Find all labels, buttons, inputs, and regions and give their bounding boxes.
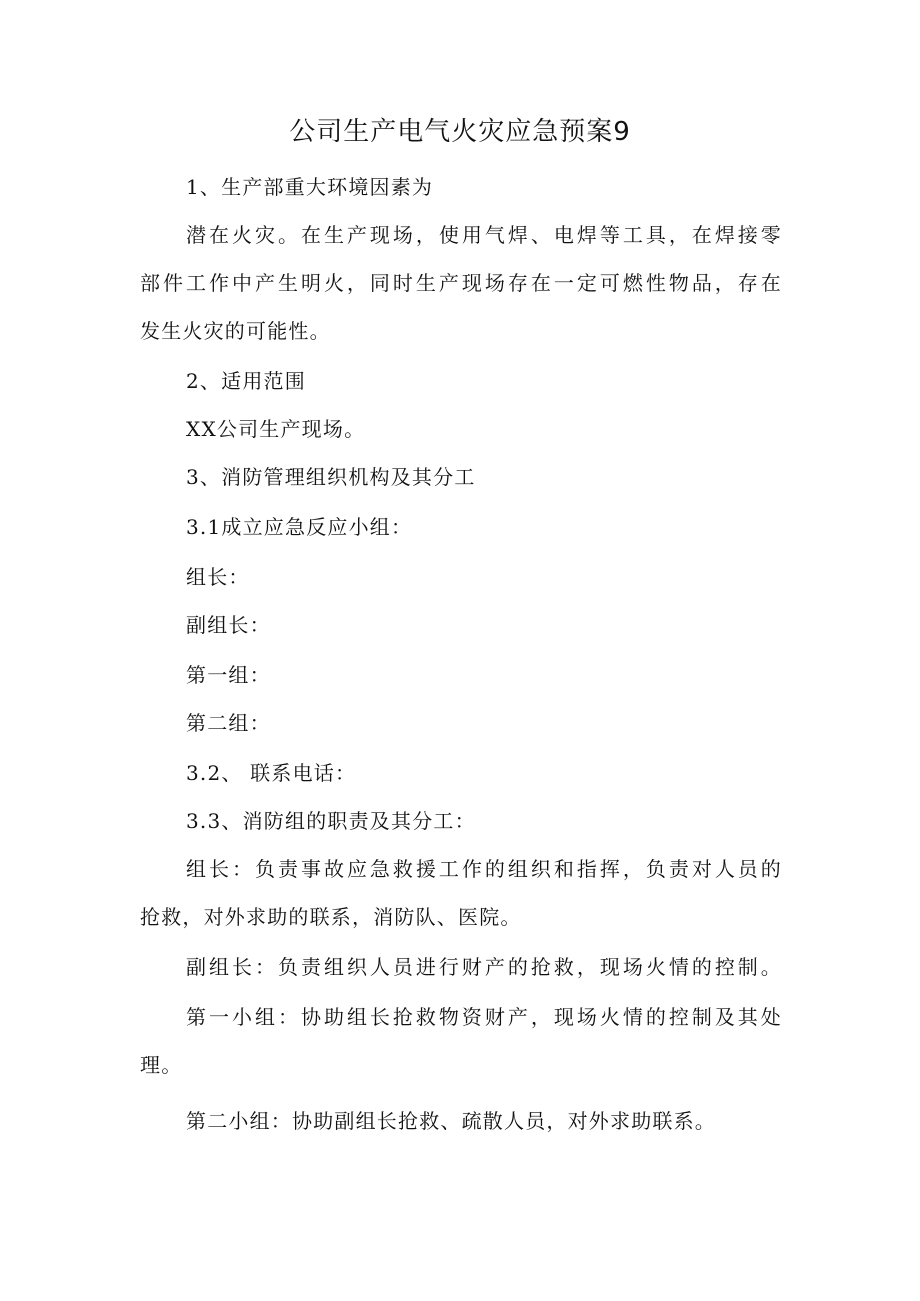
section-2-heading: 2、适用范围 <box>186 369 306 393</box>
paragraph-line: 发生火灾的可能性。 <box>140 319 331 343</box>
subsection-3-1-heading: 3.1成立应急反应小组： <box>186 515 413 539</box>
deputy-leader-line: 副组长： <box>186 613 271 637</box>
paragraph-line: 组长：负责事故应急救援工作的组织和指挥，负责对人员的 <box>186 857 782 881</box>
section-3-heading: 3、消防管理组织机构及其分工 <box>186 465 476 489</box>
group-one-line: 第一组： <box>186 663 271 687</box>
paragraph-line: 部件工作中产生明火，同时生产现场存在一定可燃性物品，存在 <box>140 271 782 295</box>
subsection-3-2-heading: 3.2、 联系电话： <box>186 761 357 785</box>
paragraph-line: 副组长：负责组织人员进行财产的抢救，现场火情的控制。 <box>186 955 782 979</box>
paragraph-line: XX公司生产现场。 <box>186 417 366 441</box>
subsection-3-3-heading: 3.3、消防组的职责及其分工： <box>186 809 476 833</box>
section-1-heading: 1、生产部重大环境因素为 <box>186 175 434 199</box>
group-two-line: 第二组： <box>186 711 271 735</box>
paragraph-line: 潜在火灾。在生产现场，使用气焊、电焊等工具，在焊接零 <box>186 223 782 247</box>
paragraph-line: 抢救，对外求助的联系，消防队、医院。 <box>140 905 522 929</box>
paragraph-line: 理。 <box>140 1053 183 1077</box>
paragraph-line: 第一小组：协助组长抢救物资财产，现场火情的控制及其处 <box>186 1005 782 1029</box>
paragraph-line: 第二小组：协助副组长抢救、疏散人员，对外求助联系。 <box>186 1109 716 1133</box>
document-title: 公司生产电气火灾应急预案9 <box>289 117 631 147</box>
group-leader-line: 组长： <box>186 565 250 589</box>
